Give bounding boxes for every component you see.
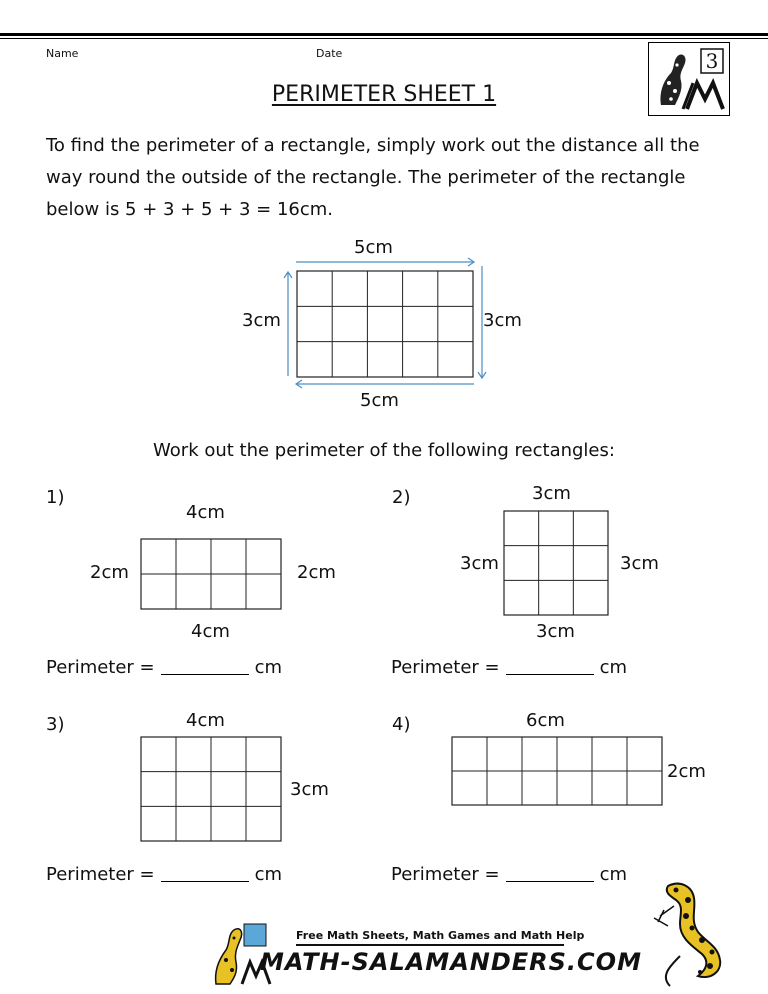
problem-4-answer (391, 863, 627, 885)
answer-blank[interactable] (506, 863, 594, 882)
intro-paragraph: To find the perimeter of a rectangle, simply work out the distance all the way round the outside of the rectangle. The perimeter of the rectangle below is 5 + 3 + 5 + 3 = 16cm. (46, 135, 700, 220)
problem-1-grid (140, 538, 282, 610)
problem-1-number: 1) (46, 487, 65, 508)
problem-1-answer (46, 656, 282, 678)
footer-site-logo: MATH-SALAMANDERS.COM (260, 948, 642, 976)
problem-4-grid (451, 736, 663, 806)
perimeter-label: Perimeter = (46, 657, 155, 678)
problem-3-right: 3cm (290, 779, 329, 800)
header-rule-thick (0, 33, 768, 36)
answer-blank[interactable] (161, 656, 249, 675)
problem-4-right: 2cm (667, 761, 706, 782)
page-title: PERIMETER SHEET 1 (271, 82, 497, 107)
example-right-label: 3cm (483, 310, 522, 331)
perimeter-label: Perimeter = (46, 864, 155, 885)
unit-label: cm (254, 864, 283, 885)
instructions: Work out the perimeter of the following rectangles: (153, 440, 615, 461)
example-bottom-label: 5cm (360, 390, 399, 411)
perimeter-label: Perimeter = (391, 657, 500, 678)
problem-2-grid (503, 510, 609, 616)
problem-3-number: 3) (46, 714, 65, 735)
salamander-illustration-icon (640, 876, 740, 988)
example-arrows (282, 258, 492, 390)
problem-3-grid (140, 736, 282, 842)
grid-outline (504, 511, 608, 615)
problem-4-top: 6cm (526, 710, 565, 731)
problem-2-number: 2) (392, 487, 411, 508)
unit-label: cm (599, 864, 628, 885)
grade-number: 3 (705, 49, 719, 73)
problem-1-right: 2cm (297, 562, 336, 583)
problem-2-right: 3cm (620, 553, 659, 574)
date-label: Date (316, 47, 343, 60)
problem-1-bottom: 4cm (191, 621, 230, 642)
problem-2-top: 3cm (532, 483, 571, 504)
problem-1-top: 4cm (186, 502, 225, 523)
problem-4-number: 4) (392, 714, 411, 735)
header-rule-thin (0, 38, 768, 39)
problem-2-answer (391, 656, 627, 678)
answer-blank[interactable] (161, 863, 249, 882)
name-label: Name (46, 47, 79, 60)
example-top-label: 5cm (354, 237, 393, 258)
unit-label: cm (254, 657, 283, 678)
problem-2-bottom: 3cm (536, 621, 575, 642)
problem-1-left: 2cm (90, 562, 129, 583)
problem-3-top: 4cm (186, 710, 225, 731)
problem-2-left: 3cm (460, 553, 499, 574)
answer-blank[interactable] (506, 656, 594, 675)
perimeter-label: Perimeter = (391, 864, 500, 885)
example-left-label: 3cm (242, 310, 281, 331)
problem-3-answer (46, 863, 282, 885)
footer-tagline: Free Math Sheets, Math Games and Math Help (296, 929, 585, 942)
footer-underline (296, 944, 564, 946)
unit-label: cm (599, 657, 628, 678)
